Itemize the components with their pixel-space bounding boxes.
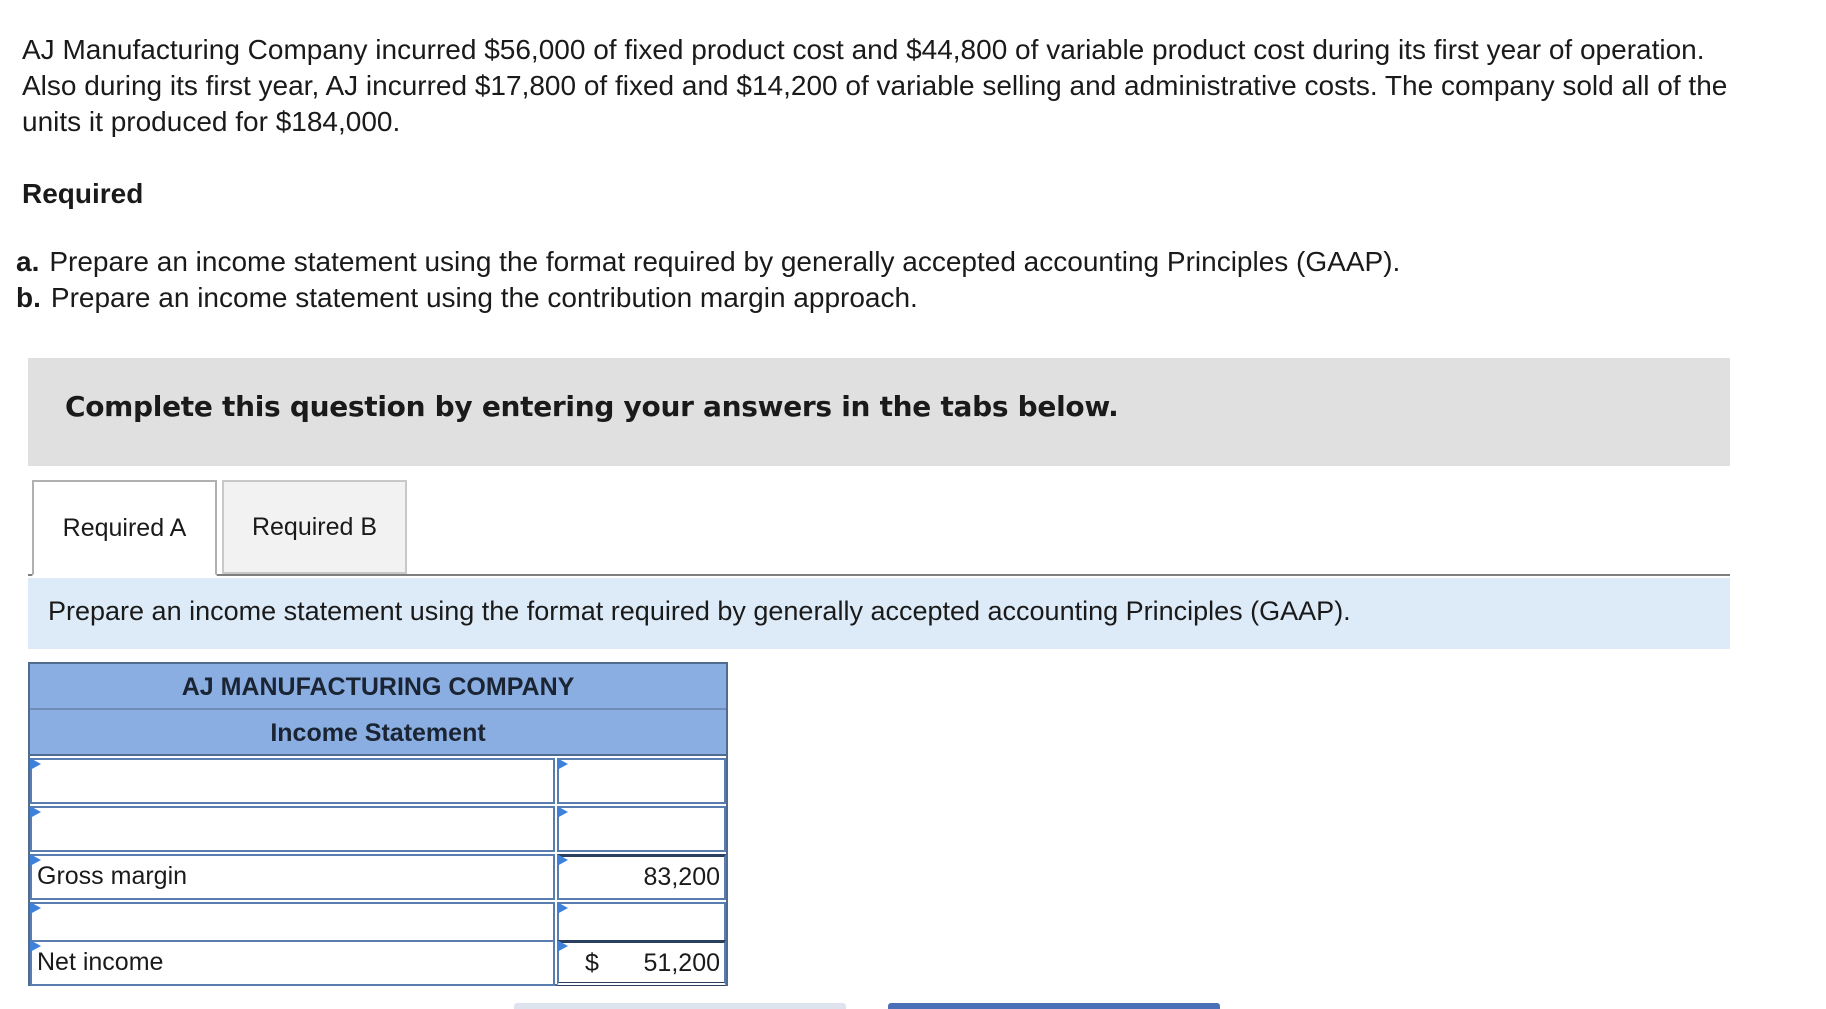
- table-row: [30, 940, 726, 986]
- row-amount-input[interactable]: [557, 806, 726, 852]
- tab-required-b[interactable]: Required B: [222, 480, 407, 574]
- required-item-text: Prepare an income statement using the contribution margin approach.: [50, 282, 918, 313]
- banner-text: Complete this question by entering your answers in the tabs below.: [65, 390, 1119, 423]
- dropdown-marker-icon: [557, 902, 568, 914]
- dropdown-marker-icon: [30, 902, 41, 914]
- dropdown-marker-icon: [557, 940, 568, 952]
- dropdown-marker-icon: [30, 758, 41, 770]
- dropdown-marker-icon: [557, 806, 568, 818]
- dropdown-marker-icon: [30, 940, 41, 952]
- required-item-letter: a.: [16, 246, 40, 277]
- table-row: [30, 758, 726, 804]
- dropdown-marker-icon: [30, 806, 41, 818]
- required-heading: Required: [22, 178, 144, 209]
- statement-title: Income Statement: [30, 710, 726, 756]
- tab-baseline: [28, 574, 1730, 576]
- amount-value: 83,200: [643, 863, 720, 891]
- dropdown-marker-icon: [557, 854, 568, 866]
- row-amount-input[interactable]: [557, 854, 726, 900]
- row-amount-input[interactable]: [557, 940, 726, 986]
- table-row: [30, 806, 726, 852]
- row-label-input[interactable]: [30, 806, 555, 852]
- required-list: [16, 244, 1400, 316]
- required-item-b: [16, 280, 1400, 316]
- dropdown-marker-icon: [557, 758, 568, 770]
- required-item-letter: b.: [16, 282, 41, 313]
- required-item-text: Prepare an income statement using the format required by generally accepted accounting Principles (GAAP).: [49, 246, 1401, 277]
- row-label-input[interactable]: Gross margin: [30, 854, 555, 900]
- instructions-banner: [28, 358, 1730, 466]
- row-label-input[interactable]: [30, 758, 555, 804]
- currency-symbol: $: [585, 949, 599, 977]
- tab-bar: [28, 480, 1730, 576]
- problem-text: AJ Manufacturing Company incurred $56,000 of fixed product cost and $44,800 of variable product cost during its first year of operation. Also during its first year, AJ incurred $17,800 of fixed and $14,200 of variable selling and administrative costs. The company sold all of the units it produced for $184,000.: [22, 34, 1728, 137]
- row-amount-input[interactable]: [557, 758, 726, 804]
- income-statement-table: [28, 662, 728, 986]
- company-name: AJ MANUFACTURING COMPANY: [30, 664, 726, 710]
- next-tab-button[interactable]: [888, 1003, 1220, 1009]
- required-item-a: [16, 244, 1400, 280]
- amount-value: 51,200: [643, 949, 720, 977]
- row-label-input[interactable]: Net income: [30, 940, 555, 986]
- tab-instruction: Prepare an income statement using the format required by generally accepted accounting Principles (GAAP).: [28, 578, 1730, 649]
- tab-required-a[interactable]: Required A: [32, 480, 217, 576]
- prev-tab-button[interactable]: [514, 1003, 846, 1009]
- dropdown-marker-icon: [30, 854, 41, 866]
- table-row: [30, 854, 726, 900]
